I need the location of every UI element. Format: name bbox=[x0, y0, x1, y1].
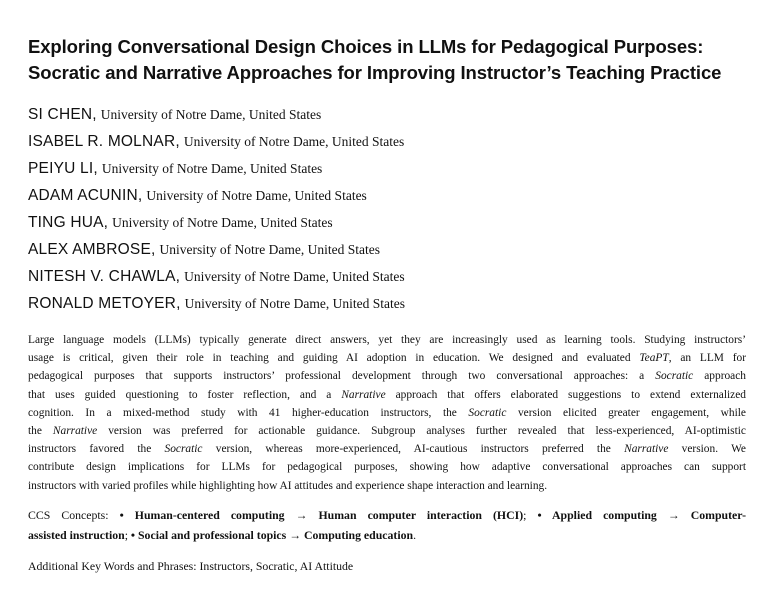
abstract bbox=[28, 331, 746, 495]
abstract-line: usage is critical, given their role in teaching and guiding AI adoption in education. We designed and evaluated TeaPT, an LLM for bbox=[28, 352, 746, 365]
author-entry bbox=[28, 155, 746, 182]
author-name: ADAM ACUNIN, bbox=[28, 187, 143, 204]
author-name: NITESH V. CHAWLA, bbox=[28, 268, 181, 285]
keywords: Additional Key Words and Phrases: Instructors, Socratic, AI Attitude bbox=[28, 558, 354, 573]
author-entry bbox=[28, 209, 746, 236]
ccs-concept: • Human-centered computing → Human computer interaction (HCI) bbox=[119, 507, 524, 522]
paper-header bbox=[28, 34, 746, 575]
paper-title bbox=[28, 34, 746, 86]
author-affiliation: University of Notre Dame, United States bbox=[112, 215, 333, 230]
author-name: TING HUA, bbox=[28, 214, 109, 231]
ccs-concept: • Social and professional topics → Computing education bbox=[130, 527, 414, 542]
author-name: SI CHEN, bbox=[28, 106, 97, 123]
author-entry bbox=[28, 182, 746, 209]
title-line-2: Socratic and Narrative Approaches for Improving Instructor’s Teaching Practice bbox=[28, 62, 722, 83]
ccs-concept: • Applied computing → Computer- bbox=[537, 507, 746, 522]
system-name: TeaPT bbox=[639, 352, 669, 365]
ccs-concepts bbox=[28, 505, 746, 545]
author-affiliation: University of Notre Dame, United States bbox=[184, 296, 406, 311]
abstract-line: cognition. In a mixed-method study with 41 higher-education instructors, the Socratic version elicited greater engagement, while bbox=[28, 406, 746, 419]
title-line-1: Exploring Conversational Design Choices in LLMs for Pedagogical Purposes: bbox=[28, 36, 704, 57]
author-affiliation: University of Notre Dame, United States bbox=[184, 269, 405, 284]
author-name: ISABEL R. MOLNAR, bbox=[28, 133, 180, 150]
author-name: PEIYU LI, bbox=[28, 160, 98, 177]
author-affiliation: University of Notre Dame, United States bbox=[159, 242, 380, 257]
author-entry bbox=[28, 263, 746, 290]
ccs-line: CCS Concepts: • Human-centered computing → Human computer interaction (HCI); • Applied computing → Computer- bbox=[28, 507, 746, 522]
abstract-line: instructors with varied profiles while highlighting how AI attitudes and experience shape interaction and learning. bbox=[28, 479, 548, 492]
author-affiliation: University of Notre Dame, United States bbox=[101, 161, 323, 176]
author-name: RONALD METOYER, bbox=[28, 295, 181, 312]
author-affiliation: University of Notre Dame, United States bbox=[183, 134, 405, 149]
author-affiliation: University of Notre Dame, United States bbox=[146, 188, 367, 203]
abstract-line: the Narrative version was preferred for actionable guidance. Subgroup analyses further revealed that less-experienced, AI-optimistic bbox=[28, 425, 746, 438]
ccs-label: CCS Concepts: bbox=[28, 507, 109, 522]
abstract-line: pedagogical purposes that supports instructors’ professional development through two conversational approaches: a Socratic approach bbox=[28, 370, 746, 383]
abstract-line: Large language models (LLMs) typically generate direct answers, yet they are increasingly used as learning tools. Studying instructors’ bbox=[28, 334, 746, 346]
ccs-line: assisted instruction; • Social and professional topics → Computing education. bbox=[28, 527, 417, 542]
author-name: ALEX AMBROSE, bbox=[28, 241, 156, 258]
ccs-concept: assisted instruction bbox=[28, 527, 125, 542]
author-entry bbox=[28, 236, 746, 263]
abstract-line: instructors favored the Socratic version, whereas more-experienced, AI-cautious instructors preferred the Narrative version. We bbox=[28, 443, 746, 456]
abstract-line: that uses guided questioning to foster reflection, and a Narrative approach that offers elaborated suggestions to extend externalized bbox=[28, 388, 746, 401]
author-entry bbox=[28, 128, 746, 155]
abstract-line: contribute design implications for LLMs for pedagogical purposes, showing how adaptive conversational approaches can support bbox=[28, 461, 746, 474]
author-affiliation: University of Notre Dame, United States bbox=[100, 107, 322, 122]
author-list bbox=[28, 101, 746, 317]
author-entry bbox=[28, 101, 746, 128]
author-entry bbox=[28, 290, 746, 317]
